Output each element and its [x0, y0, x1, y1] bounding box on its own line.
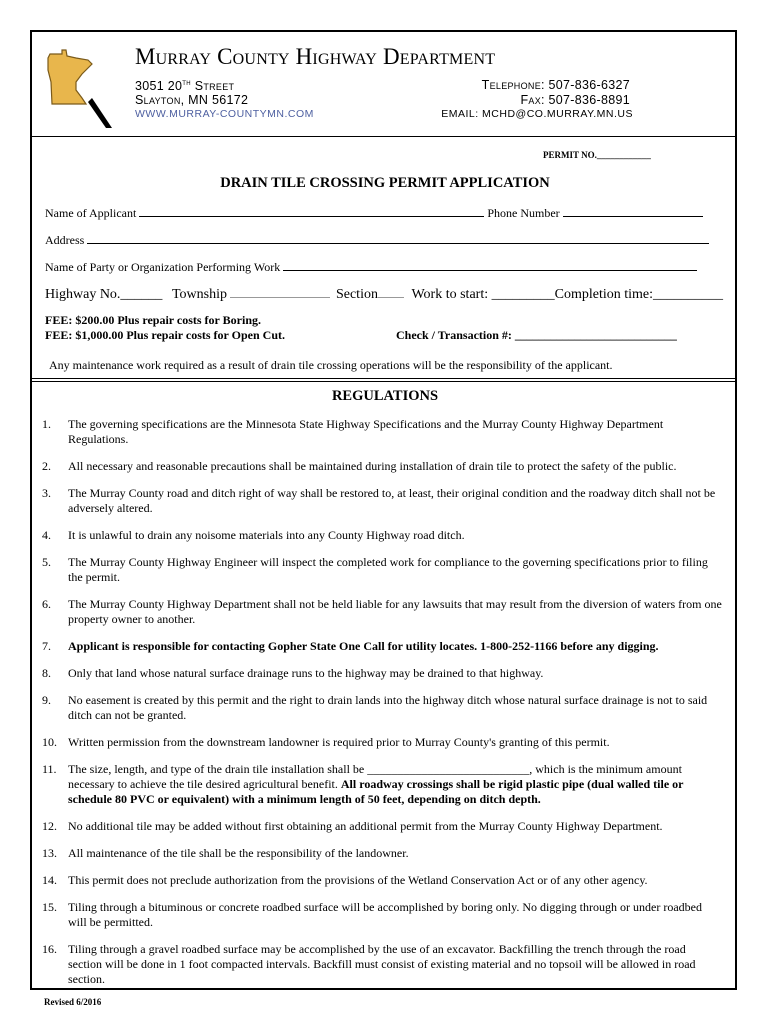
regulation-text: [68, 639, 722, 654]
regulation-text: [68, 417, 722, 447]
regulation-item: [42, 417, 722, 447]
telephone: Telephone: 507-836-6327: [481, 78, 630, 92]
regulation-number: 4.: [42, 528, 51, 542]
department-title: Murray County Highway Department: [135, 44, 496, 69]
regulation-item: [42, 735, 722, 750]
website-link[interactable]: WWW.MURRAY-COUNTYMN.COM: [135, 108, 314, 120]
regulation-item: [42, 819, 722, 834]
phone-input[interactable]: [563, 204, 703, 217]
work-start-field[interactable]: Work to start: _________: [411, 287, 555, 302]
regulation-number: 3.: [42, 486, 51, 500]
form-title: DRAIN TILE CROSSING PERMIT APPLICATION: [220, 175, 550, 191]
regulation-text-body: All maintenance of the tile shall be the responsibility of the landowner.: [68, 846, 409, 860]
address-input[interactable]: [87, 231, 709, 244]
revised-date: Revised 6/2016: [44, 997, 102, 1007]
regulation-text: [68, 666, 722, 681]
regulation-text: [68, 486, 722, 516]
regulation-item: [42, 846, 722, 861]
regulation-text-body: All necessary and reasonable precautions shall be maintained during installation of drain tile to protect the safety of the public.: [68, 459, 677, 473]
regulation-text-body: Only that land whose natural surface drainage runs to the highway may be drained to that highway.: [68, 666, 544, 680]
party-label: Name of Party or Organization Performing Work: [45, 260, 281, 274]
township-label: Township: [171, 287, 227, 302]
regulation-text-body: It is unlawful to drain any noisome materials into any County Highway road ditch.: [68, 528, 465, 542]
regulation-text: [68, 459, 722, 474]
party-row: [45, 258, 697, 275]
regulation-item: [42, 873, 722, 888]
minnesota-logo-icon: [42, 48, 112, 128]
highway-row: [45, 285, 723, 303]
applicant-row: [45, 204, 703, 221]
regulation-item: [42, 666, 722, 681]
regulation-text: [68, 597, 722, 627]
regulation-number: 11.: [42, 762, 57, 776]
city-state-zip: Slayton, MN 56172: [135, 93, 249, 107]
regulation-text-body: This permit does not preclude authorization from the provisions of the Wetland Conservation Act or of any other agency.: [68, 873, 648, 887]
section-divider-top: [32, 378, 735, 379]
regulation-text-body: No additional tile may be added without first obtaining an additional permit from the Murray County Highway Department.: [68, 819, 663, 833]
regulation-number: 2.: [42, 459, 51, 473]
regulations-heading: REGULATIONS: [331, 388, 439, 404]
regulation-number: 10.: [42, 735, 57, 749]
regulation-number: 1.: [42, 417, 51, 431]
regulation-item: [42, 900, 722, 930]
address-row: [45, 231, 709, 248]
regulation-item: [42, 459, 722, 474]
regulation-text-body: Tiling through a bituminous or concrete roadbed surface will be accomplished by boring only. No digging through or under roadbed will be permitted.: [68, 900, 702, 929]
regulation-text: [68, 735, 722, 750]
township-input[interactable]: [230, 285, 330, 298]
regulation-text-body: No easement is created by this permit and the right to drain lands into the highway ditch whose natural surface drainage is not to said ditch can not be granted.: [68, 693, 708, 722]
regulation-text: [68, 762, 722, 807]
regulation-item: [42, 555, 722, 585]
regulation-number: 15.: [42, 900, 57, 914]
header-divider: [32, 136, 735, 137]
regulation-text-body: The governing specifications are the Minnesota State Highway Specifications and the Murray County Highway Department Regulations.: [68, 417, 664, 446]
highway-no-field[interactable]: Highway No.______: [45, 287, 163, 302]
regulation-text: [68, 873, 722, 888]
permit-number-field[interactable]: PERMIT NO.____________: [543, 150, 651, 160]
applicant-name-input[interactable]: [139, 204, 484, 217]
section-input[interactable]: [378, 285, 404, 298]
regulation-text-body: The size, length, and type of the drain tile installation shall be ___________________________, which is the minimum amount necessary to achieve the tile desired agricultural benefit.: [68, 762, 682, 791]
regulation-text-body: Written permission from the downstream landowner is required prior to Murray County's granting of this permit.: [68, 735, 610, 749]
regulation-text: [68, 693, 722, 723]
applicant-name-label: Name of Applicant: [45, 206, 137, 220]
regulation-text: [68, 555, 722, 585]
party-input[interactable]: [283, 258, 697, 271]
section-divider-bottom: [32, 381, 735, 382]
regulation-item: [42, 693, 722, 723]
regulation-number: 16.: [42, 942, 57, 956]
regulation-text-body: The Murray County Highway Department shall not be held liable for any lawsuits that may result from the diversion of waters from one property owner to another.: [68, 597, 722, 626]
regulation-item: [42, 762, 722, 807]
regulation-text-body: Applicant is responsible for contacting Gopher State One Call for utility locates. 1-800-252-1166 before any digging.: [68, 639, 659, 653]
fee-boring: FEE: $200.00 Plus repair costs for Boring.: [45, 313, 261, 327]
regulation-number: 7.: [42, 639, 51, 653]
fax: Fax: 507-836-8891: [520, 93, 630, 107]
section-label: Section: [335, 287, 378, 302]
regulation-item: [42, 486, 722, 516]
regulation-text-body: The Murray County Highway Engineer will inspect the completed work for compliance to the governing specifications prior to filing the permit.: [68, 555, 708, 584]
regulation-item: [42, 597, 722, 627]
regulation-text-body: Tiling through a gravel roadbed surface may be accomplished by the use of an excavator. Backfilling the trench through the road section will be done in 1 foot compacted intervals. Backfill must consist of existing material and no topsoil will be allowed in road section.: [68, 942, 696, 986]
regulation-item: [42, 639, 722, 654]
completion-field[interactable]: Completion time:__________: [554, 287, 723, 302]
fee-open-cut: FEE: $1,000.00 Plus repair costs for Open Cut.: [45, 328, 286, 342]
regulation-text: [68, 942, 722, 987]
regulation-number: 14.: [42, 873, 57, 887]
address-label: Address: [45, 233, 85, 247]
regulation-text: [68, 846, 722, 861]
regulation-text: [68, 528, 722, 543]
regulation-text: [68, 819, 722, 834]
regulation-number: 5.: [42, 555, 51, 569]
regulation-number: 13.: [42, 846, 57, 860]
regulation-text-body: The Murray County road and ditch right of way shall be restored to, at least, their original condition and the roadway ditch shall not be adversely altered.: [68, 486, 716, 515]
email: EMAIL: MCHD@CO.MURRAY.MN.US: [441, 108, 633, 120]
check-transaction-field[interactable]: Check / Transaction #: ___________________________: [396, 328, 677, 342]
regulation-number: 9.: [42, 693, 51, 707]
regulations-list: [42, 417, 722, 999]
regulation-number: 6.: [42, 597, 51, 611]
regulation-text: [68, 900, 722, 930]
phone-label: Phone Number: [487, 206, 560, 220]
regulation-item: [42, 942, 722, 987]
regulation-number: 8.: [42, 666, 51, 680]
regulation-number: 12.: [42, 819, 57, 833]
street-address: 3051 20th Street: [135, 78, 235, 94]
maintenance-note: Any maintenance work required as a result of drain tile crossing operations will be the responsibility of the applicant.: [49, 358, 613, 372]
regulation-text-bold: All roadway crossings shall be rigid plastic pipe (dual walled tile or schedule 80 PVC or equivalent) with a minimum length of 50 feet, depending on ditch depth.: [68, 777, 684, 806]
regulation-item: [42, 528, 722, 543]
